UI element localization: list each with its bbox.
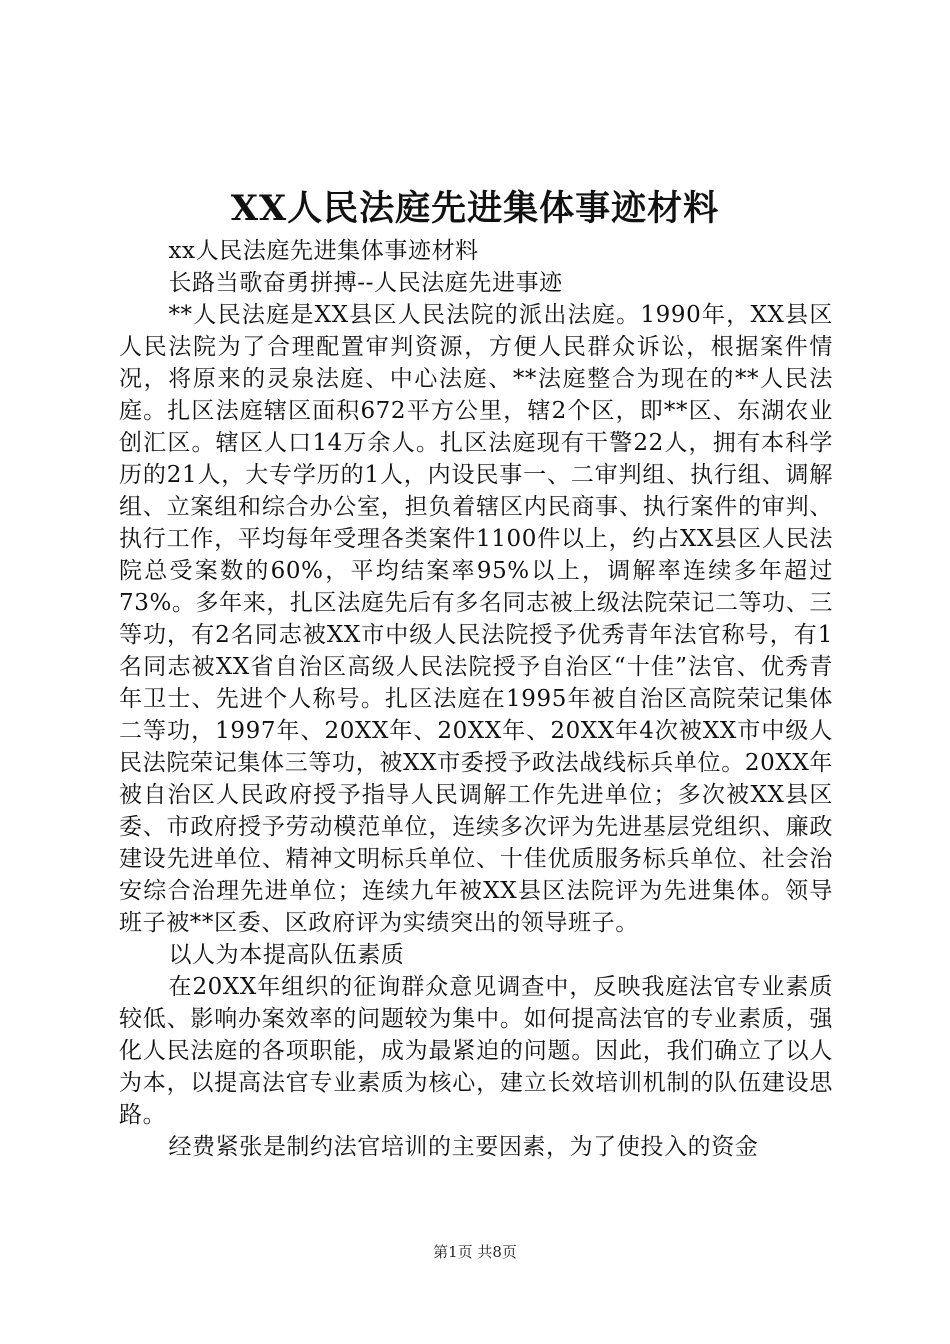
paragraph: 经费紧张是制约法官培训的主要因素，为了使投入的资金 xyxy=(168,1134,759,1160)
page-footer: 第1页 共8页 xyxy=(433,1243,517,1261)
document-title: XX人民法庭先进集体事迹材料 xyxy=(230,188,720,229)
document-body xyxy=(119,235,833,1163)
paragraph: 长路当歌奋勇拼搏--人民法庭先进事迹 xyxy=(168,270,563,296)
section-heading: 以人为本提高队伍素质 xyxy=(168,942,405,968)
paragraph: 在20XX年组织的征询群众意见调查中，反映我庭法官专业素质较低、影响办案效率的问题较为集中。如何提高法官的专业素质，强化人民法庭的各项职能，成为最紧迫的问题。因此，我们确立了以人为本，以提高法官专业素质为核心，建立长效培训机制的队伍建设思路。 xyxy=(119,974,833,1128)
paragraph: **人民法庭是XX县区人民法院的派出法庭。1990年，XX县区人民法院为了合理配置审判资源，方便人民群众诉讼，根据案件情况，将原来的灵泉法庭、中心法庭、**法庭整合为现在的**人民法庭。扎区法庭辖区面积672平方公里，辖2个区，即**区、东湖农业创汇区。辖区人口14万余人。扎区法庭现有干警22人，拥有本科学历的21人，大专学历的1人，内设民事一、二审判组、执行组、调解组、立案组和综合办公室，担负着辖区内民商事、执行案件的审判、执行工作，平均每年受理各类案件1100件以上，约占XX县区人民法院总受案数的60%，平均结案率95%以上，调解率连续多年超过73%。多年来，扎区法庭先后有多名同志被上级法院荣记二等功、三等功，有2名同志被XX市中级人民法院授予优秀青年法官称号，有1名同志被XX省自治区高级人民法院授予自治区“十佳”法官、优秀青年卫士、先进个人称号。扎区法庭在1995年被自治区高院荣记集体二等功，1997年、20XX年、20XX年、20XX年4次被XX市中级人民法院荣记集体三等功，被XX市委授予政法战线标兵单位。20XX年被自治区人民政府授予指导人民调解工作先进单位；多次被XX县区委、市政府授予劳动模范单位，连续多次评为先进基层党组织、廉政建设先进单位、精神文明标兵单位、十佳优质服务标兵单位、社会治安综合治理先进单位；连续九年被XX县区法院评为先进集体。领导班子被**区委、区政府评为实绩突出的领导班子。 xyxy=(119,302,833,936)
paragraph: xx人民法庭先进集体事迹材料 xyxy=(168,238,479,264)
